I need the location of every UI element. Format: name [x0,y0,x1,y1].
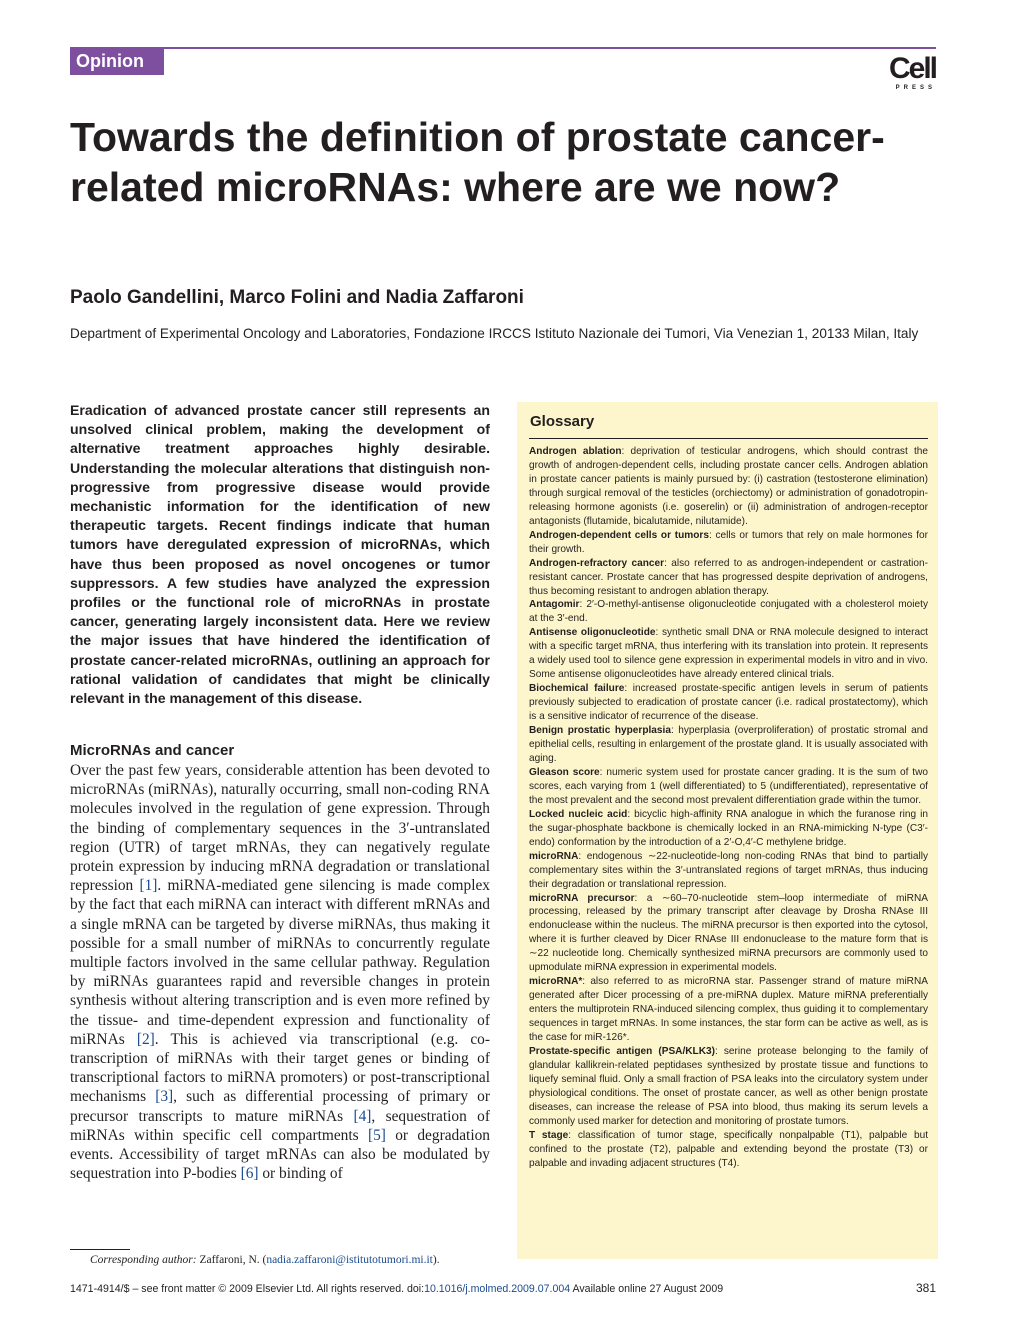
glossary-entry [529,724,928,766]
glossary-term: T stage [529,1129,569,1141]
glossary-box [517,402,938,1259]
article-authors: Paolo Gandellini, Marco Folini and Nadia Zaffaroni [70,287,524,308]
glossary-definition: : serine protease belonging to the family of glandular kallikrein-related peptidases synthesized by prostate tissue and functions to liquefy seminal fluid. Only a small fraction of PSA leaks into the circulatory system under physiological conditions. The onset of prostate cancer, as well as other benign prostate diseases, can increase the release of PSA into blood, thus making its serum levels a commonly used marker for detection and monitoring of prostate tumors. [529,1045,929,1127]
glossary-term: microRNA [529,850,579,862]
glossary-entry [529,1129,928,1171]
body-text-run: . This is achieved via transcriptional (e.g. co-transcription of miRNAs with their target genes or binding of transcriptional factors to miRNA promoters) or post-transcriptional mechanisms [70,1030,490,1106]
glossary-entry [529,682,928,724]
abstract: Eradication of advanced prostate cancer still represents an unsolved clinical problem, making the development of alternative treatment approaches highly desirable. Understanding the molecular alterations that distinguish non-progressive from progressive disease would provide mechanistic information for the identification of new therapeutic targets. Recent findings indicate that human tumors have deregulated expression of microRNAs, which have thus been proposed as novel oncogenes or tumor suppressors. A few studies have analyzed the expression profiles or the functional role of microRNAs in prostate cancer, generating largely inconsistent data. Here we review the major issues that have hindered the identification of prostate cancer-related microRNAs, outlining an approach for rational validation of candidates that might be clinically relevant in the management of this disease. [70,402,490,707]
glossary-definition: : also referred to as microRNA star. Passenger strand of mature miRNA generated after Dicer processing of a pre-miRNA duplex. Mature miRNA preferentially enters the multiprotein RNA-induced silencing complex, thus guiding it to complementary sequences in target mRNAs. In some instances, the star form can be active as well, as is the case for miR-126*. [529,976,928,1044]
glossary-definition: : deprivation of testicular androgens, which should contrast the growth of androgen-dependent cells, including prostate cancer cells. Androgen ablation in prostate cancer patients is mainly pursued by: (i) castration (testosterone elimination) through surgical removal of the testicles (orchiectomy) or administration of gonadotropin-releasing hormone agonists (i.e. goserelin) or (ii) administration of androgen-receptor antagonists (flutamide, bicalutamide, nilutamide). [529,446,928,527]
glossary-entry [529,529,928,557]
glossary-definition: : hyperplasia (overproliferation) of prostatic stromal and epithelial cells, resulting in enlargement of the prostate gland. It is usually associated with aging. [529,725,928,764]
glossary-definition: : classification of tumor stage, specifically nonpalpable (T1), palpable but confined to the prostate (T2), palpable and extending beyond the prostate (T3) or palpable and invading adjacent structures (T4). [529,1129,929,1169]
logo-wordmark: Cell [888,52,936,85]
glossary-term: Prostate-specific antigen (PSA/KLK3) [529,1045,715,1057]
glossary-entry [529,598,928,626]
body-text-run: , sequestration of miRNAs within specific cell compartments [70,1107,490,1144]
footer-available: Available online 27 August 2009 [570,1283,724,1295]
glossary-entry [529,975,928,1045]
citation-link[interactable]: [3] [155,1088,174,1106]
glossary-term: Antisense oligonucleotide [529,627,656,639]
glossary-term: Gleason score [529,766,600,778]
glossary-definition: : 2′-O-methyl-antisense oligonucleotide conjugated with a cholesterol moiety at the 3′-end. [529,599,928,625]
glossary-term: Benign prostatic hyperplasia [529,725,671,737]
body-text-run: , such as differential processing of primary or precursor transcripts to mature miRNAs [70,1088,490,1125]
glossary-term: Androgen ablation [529,446,622,457]
footnote-label: Corresponding author: [90,1254,197,1266]
glossary-definition: : cells or tumors that rely on male hormones for their growth. [529,529,928,555]
glossary-term: Locked nucleic acid [529,808,628,820]
doi-link[interactable]: 10.1016/j.molmed.2009.07.004 [424,1283,571,1295]
glossary-list [529,445,928,1171]
glossary-entry [529,808,928,850]
glossary-entry [529,850,928,892]
article-affiliation: Department of Experimental Oncology and Laboratories, Fondazione IRCCS Istituto Nazionale dei Tumori, Via Venezian 1, 20133 Milan, Italy [70,326,919,341]
glossary-definition: : also referred to as androgen-independent or castration-resistant cancer. Prostate cancer that has progressed despite deprivation of androgens, thus becoming resistant to androgen ablation therapy. [529,557,928,597]
citation-link[interactable]: [1] [139,877,158,895]
glossary-term: Androgen-dependent cells or tumors [529,529,709,541]
glossary-title: Glossary [529,412,928,439]
logo-subtext: PRESS [895,85,936,91]
glossary-definition: : a ∼60–70-nucleotide stem–loop intermediate of miRNA processing, released by the primary transcript after cleavage by Drosha RNAse III endonuclease within the nucleus. The miRNA precursor is then exported into the cytosol, where it is further cleaved by Dicer RNAse III endonuclease to the mature form that is ∼22 nucleotide long. Chemically synthesized miRNA precursors are commonly used to upmodulate miRNA expression in experimental models. [529,892,928,974]
glossary-entry [529,892,928,976]
glossary-definition: : synthetic small DNA or RNA molecule designed to interact with a specific target mRNA, thus interfering with its translation into protein. It represents a widely used tool to silence gene expression in experimental models in vitro and in vivo. Some antisense oligonucleotides have already entered clinical trials. [529,627,928,681]
glossary-entry [529,626,928,682]
citation-link[interactable]: [2] [136,1030,155,1048]
glossary-term: microRNA* [529,976,583,988]
glossary-definition: : increased prostate-specific antigen levels in serum of patients previously subjected to eradication of prostate cancer (i.e. radical prostatectomy), which is a sensitive indicator of recurrence of the disease. [529,683,928,723]
glossary-entry [529,1045,928,1129]
corresponding-author-footnote [90,1254,440,1266]
glossary-definition: : endogenous ∼22-nucleotide-long non-coding RNAs that bind to partially complementary sites within the 3′-untranslated regions of target mRNAs, thus inducing their degradation or translational repression. [529,850,928,890]
footer-citation [70,1283,723,1295]
glossary-entry [529,766,928,808]
citation-link[interactable]: [4] [353,1107,372,1125]
glossary-definition: : numeric system used for prostate cancer grading. It is the sum of two scores, each varying from 1 (well differentiated) to 5 (undifferentiated), representative of the most prevalent and the second most prevalent differentiation grade within the tumor. [529,766,928,806]
section-heading: MicroRNAs and cancer [70,742,235,759]
body-text-run: or binding of [258,1165,343,1183]
footnote-close: ). [432,1254,440,1266]
citation-link[interactable]: [5] [367,1126,386,1144]
glossary-entry [529,557,928,599]
glossary-term: Antagomir [529,599,580,611]
section-label: Opinion [70,47,164,75]
body-paragraph [70,761,490,1183]
body-text-run: Over the past few years, considerable attention has been devoted to microRNAs (miRNAs), naturally occurring, small non-coding RNA molecules involved in the regulation of gene expression. Through the binding of complementary sequences in the 3′-untranslated region (UTR) of target mRNAs, they can negatively regulate protein expression by inducing mRNA degradation or translational repression [70,762,490,895]
footer-issn: 1471-4914/$ – see front matter © 2009 Elsevier Ltd. All rights reserved. doi: [70,1283,425,1295]
article-title: Towards the definition of prostate cancer-related microRNAs: where are we now? [70,114,885,210]
author-email-link[interactable]: nadia.zaffaroni@istitutotumori.mi.it [266,1254,433,1266]
cell-press-logo [880,54,936,96]
footnote-rule [70,1249,130,1250]
body-text-run: or degradation events. Accessibility of target mRNAs can also be modulated by sequestration into P-bodies [70,1126,491,1183]
body-text-run: . miRNA-mediated gene silencing is made complex by the fact that each miRNA can interact with different mRNAs and a single mRNA can be targeted by diverse miRNAs, thus making it possible for a small number of miRNAs to concurrently regulate multiple factors involved in the same cellular pathway. Regulation by miRNAs guarantees rapid and reversible changes in protein synthesis without altering transcription and is even more refined by the tissue- and time-dependent expression and functionality of miRNAs [70,877,490,1048]
glossary-entry [529,445,928,529]
page-number: 381 [915,1281,936,1295]
citation-link[interactable]: [6] [240,1165,259,1183]
glossary-term: Biochemical failure [529,683,625,695]
footnote-name: Zaffaroni, N. ( [196,1254,267,1266]
glossary-definition: : bicyclic high-affinity RNA analogue in which the furanose ring in the sugar-phosphate backbone is chemically locked in an RNA-mimicking N-type (C3′-endo) conformation by the introduction of a 2′-O,4′-C methylene bridge. [529,808,928,848]
glossary-term: microRNA precursor [529,892,635,904]
glossary-term: Androgen-refractory cancer [529,557,665,569]
header-rule [70,47,936,49]
